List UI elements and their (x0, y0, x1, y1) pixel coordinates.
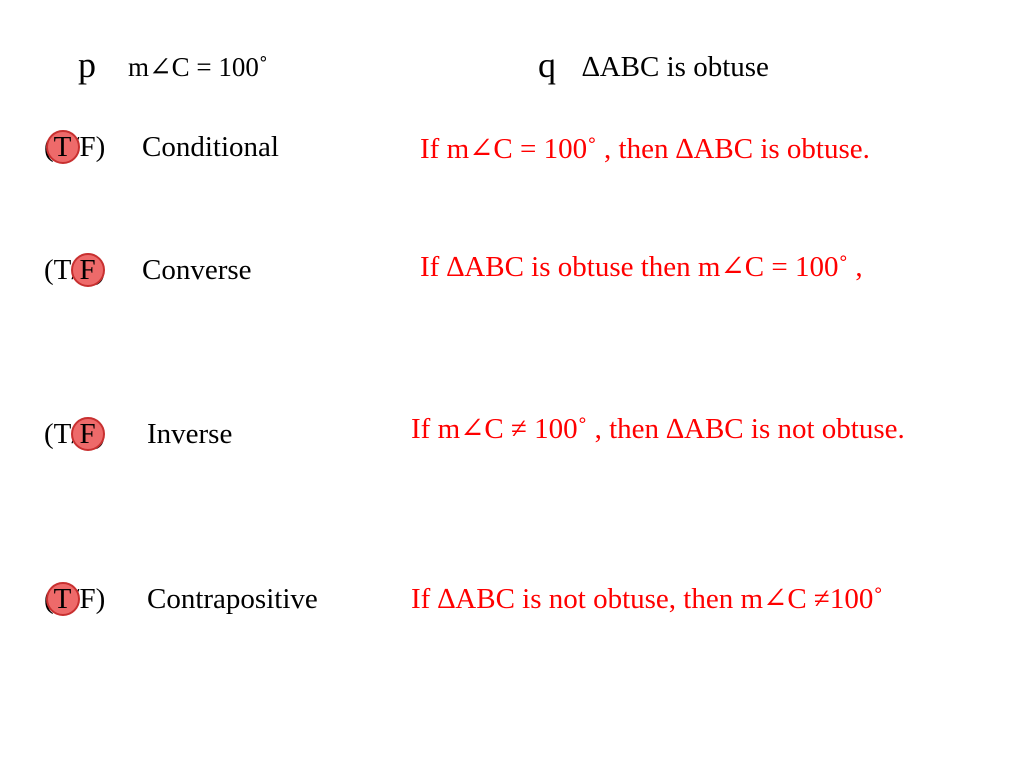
q-label: q (538, 45, 556, 85)
option-true-letter: T (53, 254, 72, 286)
row-label-inverse: Inverse (147, 418, 233, 450)
option-false-letter: F (79, 254, 96, 286)
statement-inverse: If m∠C ≠ 100˚ , then ∆ABC is not obtuse. (411, 413, 905, 445)
paren-close: ) (95, 583, 106, 615)
paren-open: ( (44, 418, 54, 450)
option-false[interactable] (79, 417, 95, 451)
tf-selector-conditional[interactable] (44, 130, 105, 164)
paren-open: ( (44, 254, 54, 286)
statement-converse: If ∆ABC is obtuse then m∠C = 100˚ , (420, 251, 863, 283)
row-label-converse: Converse (142, 254, 252, 286)
tf-selector-contrapositive[interactable] (44, 582, 105, 616)
row-label-conditional: Conditional (142, 131, 279, 163)
option-false-letter: F (79, 583, 96, 615)
option-true[interactable] (54, 130, 72, 164)
tf-selector-inverse[interactable] (44, 417, 105, 451)
option-true[interactable] (54, 417, 72, 451)
option-true-letter: T (53, 583, 72, 615)
option-false-letter: F (79, 418, 96, 450)
p-statement: m∠C = 100˚ (128, 52, 268, 82)
statement-conditional: If m∠C = 100˚ , then ∆ABC is obtuse. (420, 133, 870, 165)
option-true-letter: T (53, 418, 72, 450)
option-true[interactable] (54, 253, 72, 287)
option-false[interactable] (79, 253, 95, 287)
p-label: p (78, 45, 96, 85)
option-true-letter: T (53, 131, 72, 163)
paren-close: ) (95, 131, 106, 163)
q-statement: ∆ABC is obtuse (582, 51, 769, 83)
option-false-letter: F (79, 131, 96, 163)
tf-selector-converse[interactable] (44, 253, 105, 287)
option-false[interactable] (79, 130, 95, 164)
statement-contrapositive: If ∆ABC is not obtuse, then m∠C ≠100˚ (411, 583, 884, 615)
option-true[interactable] (54, 582, 72, 616)
option-false[interactable] (79, 582, 95, 616)
row-label-contrapositive: Contrapositive (147, 583, 318, 615)
